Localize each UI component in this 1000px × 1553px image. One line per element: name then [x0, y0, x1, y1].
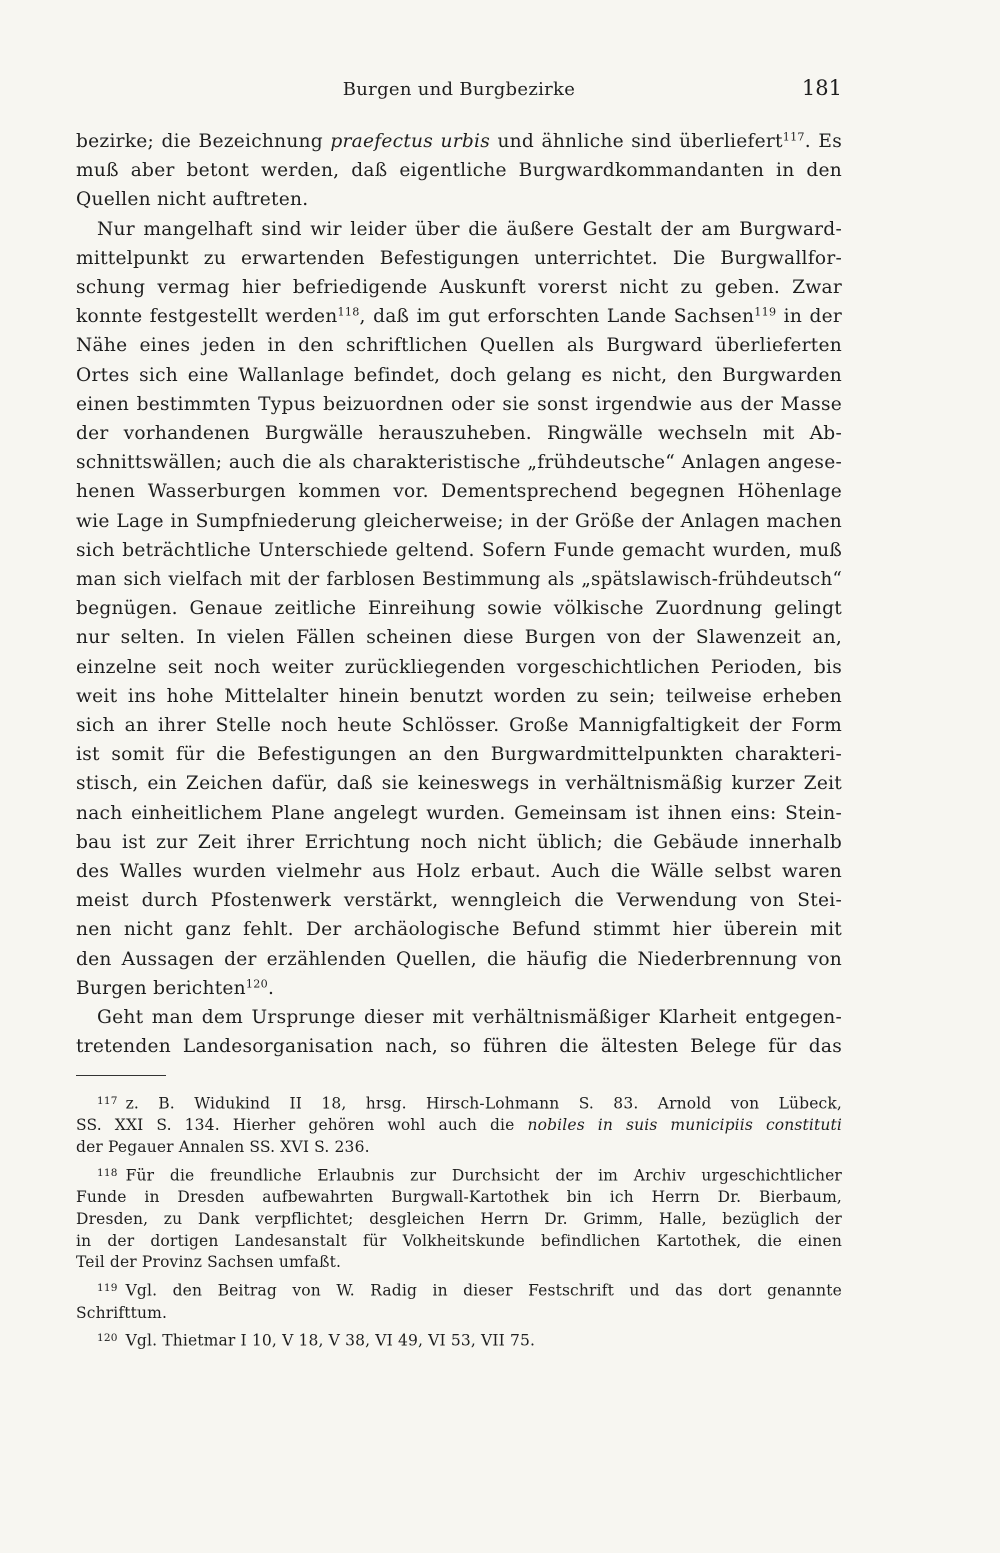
- text-line: Burgen berichten$^{120}$.: [76, 977, 275, 999]
- text-line: man sich vielfach mit der farblosen Bestimmung als „spätslawisch-frühdeutsch“: [76, 569, 842, 591]
- latin-term: praefectus urbis: [330, 131, 491, 152]
- text-line: einen bestimmten Typus beizuordnen oder sie sonst irgendwie aus der Masse: [76, 393, 842, 415]
- text-line: bau ist zur Zeit ihrer Errichtung noch nicht üblich; die Gebäude innerhalb: [76, 831, 842, 853]
- text-line: sich beträchtliche Unterschiede geltend. Sofern Funde gemacht wurden, muß: [76, 539, 842, 561]
- footnote-number: 119: [97, 1282, 118, 1295]
- text-line: nur selten. In vielen Fällen scheinen diese Burgen von der Slawenzeit an,: [76, 627, 842, 649]
- text-line: ist somit für die Befestigungen an den Burgwardmittelpunkten charakteri-: [76, 744, 842, 766]
- latin-quote: nobiles in suis municipiis constituti: [527, 1116, 842, 1135]
- paragraph-2: [76, 215, 842, 1003]
- footnote-ref: 120: [245, 977, 268, 991]
- text-line: muß aber betont werden, daß eigentliche Burgwardkommandanten in den: [76, 160, 842, 182]
- footnote-ref: 119: [754, 305, 777, 319]
- footnote-120: [76, 1328, 842, 1352]
- text-line: sich an ihrer Stelle noch heute Schlösser. Große Mannigfaltigkeit der Form: [76, 715, 842, 737]
- footnote-119: [76, 1278, 842, 1324]
- footnote-number: 117: [97, 1095, 118, 1107]
- text-line: stisch, ein Zeichen dafür, daß sie keineswegs in verhältnismäßig kurzer Zeit: [76, 773, 842, 795]
- text-line: einzelne seit noch weiter zurückliegenden vorgeschichtlichen Perioden, bis: [76, 656, 842, 678]
- text-line: mittelpunkt zu erwartenden Befestigungen unterrichtet. Die Burgwallfor-: [76, 247, 842, 269]
- text-line: den Aussagen der erzählenden Quellen, die häufig die Niederbrennung von: [76, 948, 842, 970]
- footnote-separator: [76, 1075, 166, 1076]
- text-line: Quellen nicht auftreten.: [76, 189, 309, 211]
- text-line: henen Wasserburgen kommen vor. Dementsprechend begegnen Höhenlage: [76, 481, 842, 503]
- text-line: Nur mangelhaft sind wir leider über die äußere Gestalt der am Burgward-: [97, 218, 842, 240]
- text-line: $^{117}$ z. B. Widukind II 18, hrsg. Hirsch-Lohmann S. 83. Arnold von Lübeck,: [97, 1094, 842, 1113]
- paragraph-1: [76, 127, 842, 215]
- text-line: Geht man dem Ursprunge dieser mit verhältnismäßiger Klarheit entgegen-: [97, 1007, 842, 1029]
- footnotes: [76, 1091, 842, 1357]
- text-line: $^{118}$ Für die freundliche Erlaubnis zur Durchsicht der im Archiv urgeschichtlicher: [97, 1166, 842, 1185]
- text-line: begnügen. Genaue zeitliche Einreihung sowie völkische Zuordnung gelingt: [76, 598, 842, 620]
- page-header: [76, 74, 842, 108]
- text-line: Nähe eines jeden in den schriftlichen Quellen als Burgward überlieferten: [76, 335, 842, 357]
- text-line: des Walles wurden vielmehr aus Holz erbaut. Auch die Wälle selbst waren: [76, 861, 842, 883]
- paragraph-3: [76, 1003, 842, 1061]
- footnote-ref: 117: [782, 130, 805, 144]
- text-line: Funde in Dresden aufbewahrten Burgwall-Kartothek bin ich Herrn Dr. Bierbaum,: [76, 1188, 842, 1207]
- text-line: SS. XXI S. 134. Hierher gehören wohl auch die nobiles in suis municipiis constituti: [76, 1116, 842, 1135]
- text-line: der Pegauer Annalen SS. XVI S. 236.: [76, 1138, 370, 1157]
- text-line: wie Lage in Sumpfniederung gleicherweise; in der Größe der Anlagen machen: [76, 510, 842, 532]
- text-line: tretenden Landesorganisation nach, so führen die ältesten Belege für das: [76, 1036, 842, 1058]
- text-line: Ortes sich eine Wallanlage befindet, doch gelang es nicht, den Burgwarden: [76, 364, 842, 386]
- text-line: bezirke; die Bezeichnung praefectus urbis und ähnliche sind überliefert$^{117}$. Es: [76, 130, 842, 152]
- text-line: Schrifttum.: [76, 1303, 168, 1322]
- running-head: Burgen und Burgbezirke: [342, 79, 576, 100]
- text-line: nach einheitlichem Plane angelegt wurden. Gemeinsam ist ihnen eins: Stein-: [76, 802, 842, 824]
- text-line: weit ins hohe Mittelalter hinein benutzt worden zu sein; teilweise erheben: [76, 685, 842, 707]
- text-line: $^{119}$ Vgl. den Beitrag von W. Radig in dieser Festschrift und das dort genannte: [97, 1281, 842, 1300]
- text-line: schung vermag hier befriedigende Auskunft vorerst nicht zu geben. Zwar: [76, 277, 842, 299]
- text-line: $^{120}$ Vgl. Thietmar I 10, V 18, V 38, VI 49, VI 53, VII 75.: [97, 1331, 536, 1350]
- text-line: schnittswällen; auch die als charakteristische „frühdeutsche“ Anlagen angese-: [76, 452, 842, 474]
- text-line: Dresden, zu Dank verpflichtet; desgleichen Herrn Dr. Grimm, Halle, bezüglich der: [76, 1209, 842, 1228]
- footnote-number: 120: [97, 1332, 118, 1345]
- text-line: meist durch Pfostenwerk verstärkt, wenngleich die Verwendung von Stei-: [76, 890, 842, 912]
- page-number: 181: [801, 76, 842, 100]
- footnote-ref: 118: [337, 305, 360, 319]
- footnote-117: [76, 1091, 842, 1159]
- text-line: konnte festgestellt werden$^{118}$, daß im gut erforschten Lande Sachsen$^{119}$ in der: [76, 305, 843, 328]
- text-line: der vorhandenen Burgwälle herauszuheben. Ringwälle wechseln mit Ab-: [76, 423, 842, 445]
- body-text: [76, 127, 842, 1062]
- footnote-number: 118: [97, 1166, 118, 1179]
- text-line: nen nicht ganz fehlt. Der archäologische Befund stimmt hier überein mit: [76, 919, 842, 941]
- footnote-118: [76, 1163, 842, 1274]
- text-line: Teil der Provinz Sachsen umfaßt.: [76, 1253, 342, 1272]
- text-line: in der dortigen Landesanstalt für Volkheitskunde befindlichen Kartothek, die einen: [76, 1231, 842, 1250]
